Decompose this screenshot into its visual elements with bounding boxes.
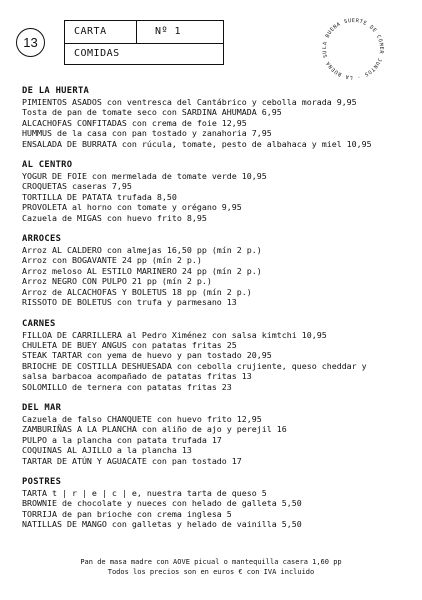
menu-number: Nº 1 <box>155 26 182 38</box>
menu-item: CHULETA DE BUEY ANGUS con patatas fritas 25 <box>22 339 237 350</box>
menu-item: Cazuela de MIGAS con huevo frito 8,95 <box>22 212 207 223</box>
menu-body <box>22 86 422 541</box>
menu-item: Arroz NEGRO CON PULPO 21 pp (mín 2 p.) <box>22 276 212 287</box>
title-box <box>64 20 224 65</box>
menu-item: salsa barbacoa acompañado de patatas fritas 13 <box>22 371 252 382</box>
price-note: Todos los precios son en euros € con IVA incluido <box>107 568 315 576</box>
menu-item: TARTA t | r | e | c | e, nuestra tarta de queso 5 <box>22 487 267 498</box>
menu-item: BROWNIE de chocolate y nueces con helado de galleta 5,50 <box>22 498 302 509</box>
menu-item: HUMMUS de la casa con pan tostado y zanahoria 7,95 <box>22 128 272 139</box>
menu-section <box>22 86 422 149</box>
menu-item: TARTAR DE ATÚN Y AGUACATE con pan tostado 17 <box>22 455 242 466</box>
menu-section <box>22 160 422 223</box>
menu-section <box>22 477 422 530</box>
section-title: DEL MAR <box>22 402 62 413</box>
menu-item: PULPO a la plancha con patata trufada 17 <box>22 434 222 445</box>
menu-item: PIMIENTOS ASADOS con ventresca del Cantábrico y cebolla morada 9,95 <box>22 97 357 107</box>
menu-item: ALCACHOFAS CONFITADAS con crema de foie 12,95 <box>22 117 247 128</box>
menu-item: ENSALADA DE BURRATA con rúcula, tomate, pesto de albahaca y miel 10,95 <box>22 138 372 149</box>
menu-item: YOGUR DE FOIE con mermelada de tomate verde 10,95 <box>22 171 267 182</box>
menu-item: RISSOTO DE BOLETUS con trufa y parmesano 13 <box>22 297 237 308</box>
section-title: POSTRES <box>22 476 62 487</box>
menu-item: ZAMBURIÑAS A LA PLANCHA con aliño de ajo y perejil 16 <box>22 424 287 435</box>
menu-item: TORTILLA DE PATATA trufada 8,50 <box>22 191 177 202</box>
menu-section <box>22 234 422 307</box>
section-title: DE LA HUERTA <box>22 86 90 96</box>
menu-item: BRIOCHE DE COSTILLA DESHUESADA con cebolla crujiente, queso cheddar y <box>22 360 367 371</box>
circular-stamp-logo <box>320 16 386 82</box>
menu-item: TORRIJA de pan brioche con crema inglesa 5 <box>22 508 232 519</box>
page-number-badge <box>16 28 45 57</box>
svg-text:LA BUENA SUERTE DE COMER JUNTO: LA BUENA SUERTE DE COMER JUNTOS · LA BUENA SU <box>321 17 385 81</box>
menu-item: Arroz con BOGAVANTE 24 pp (mín 2 p.) <box>22 255 202 266</box>
section-title: CARNES <box>22 318 56 329</box>
menu-item: NATILLAS DE MANGO con galletas y helado de vainilla 5,50 <box>22 519 302 530</box>
comidas-label: COMIDAS <box>74 47 120 59</box>
menu-item: Arroz de ALCACHOFAS Y BOLETUS 18 pp (mín 2 p.) <box>22 286 252 297</box>
menu-item: SOLOMILLO de ternera con patatas fritas 23 <box>22 381 232 392</box>
menu-item: Arroz AL CALDERO con almejas 16,50 pp (mín 2 p.) <box>22 245 262 256</box>
bread-note: Pan de masa madre con AOVE picual o mantequilla casera 1,60 pp <box>80 558 342 566</box>
menu-footer <box>0 557 422 577</box>
menu-item: FILLOA DE CARRILLERA al Pedro Ximénez con salsa kimtchi 10,95 <box>22 329 327 340</box>
page-number: 13 <box>23 35 38 50</box>
menu-item: Tosta de pan de tomate seco con SARDINA AHUMADA 6,95 <box>22 107 282 118</box>
menu-item: COQUINAS AL AJILLO a la plancha 13 <box>22 445 192 456</box>
menu-item: PROVOLETA al horno con tomate y orégano 9,95 <box>22 202 242 213</box>
menu-item: Arroz meloso AL ESTILO MARINERO 24 pp (mín 2 p.) <box>22 265 262 276</box>
menu-section <box>22 403 422 466</box>
menu-section <box>22 319 422 392</box>
menu-item: STEAK TARTAR con yema de huevo y pan tostado 20,95 <box>22 350 272 361</box>
title-box-top-row <box>65 21 223 44</box>
section-title: AL CENTRO <box>22 160 73 171</box>
carta-label: CARTA <box>65 21 137 43</box>
menu-item: CROQUETAS caseras 7,95 <box>22 181 132 192</box>
section-title: ARROCES <box>22 234 62 245</box>
title-box-bottom-row <box>65 43 223 65</box>
menu-header <box>16 14 421 81</box>
menu-item: Cazuela de falso CHANQUETE con huevo frito 12,95 <box>22 413 262 424</box>
